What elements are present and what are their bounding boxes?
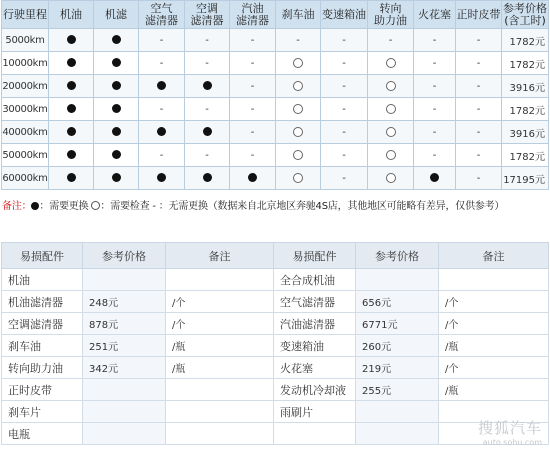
schedule-mark-cell (276, 75, 321, 98)
schedule-mark-cell (456, 167, 502, 190)
part-price-cell: 248元 (83, 291, 166, 313)
replace-dot-icon (430, 173, 439, 182)
no-change-dash-icon: - (432, 80, 437, 92)
price-cell: 1782元 (502, 29, 549, 52)
no-change-dash-icon: - (342, 34, 346, 46)
parts-header-cell: 备注 (166, 243, 274, 269)
part-note-cell: /个 (166, 313, 274, 335)
part-price-cell (83, 401, 166, 423)
schedule-mark-cell (321, 29, 368, 52)
schedule-mark-cell (139, 29, 185, 52)
schedule-header-cell: 转向 助力油 (368, 1, 414, 29)
part-name-cell: 正时皮带 (2, 379, 83, 401)
mileage-cell: 60000km (2, 167, 49, 190)
mileage-cell: 50000km (2, 144, 49, 167)
schedule-mark-cell (49, 167, 94, 190)
no-change-dash-icon: - (432, 34, 437, 46)
schedule-mark-cell (414, 98, 456, 121)
no-change-dash-icon: - (250, 80, 255, 92)
part-price-cell: 219元 (356, 357, 439, 379)
part-note-cell: /瓶 (166, 335, 274, 357)
no-change-dash-icon: - (476, 126, 481, 138)
no-change-dash-icon: - (250, 34, 255, 46)
part-name-cell: 刹车片 (2, 401, 83, 423)
part-name-cell: 空气滤清器 (274, 291, 356, 313)
replace-dot-icon (67, 150, 76, 159)
schedule-mark-cell (139, 98, 185, 121)
watermark-brand: 搜狐汽车 (477, 419, 542, 437)
part-name-cell: 机油滤清器 (2, 291, 83, 313)
no-change-dash-icon: - (205, 149, 209, 161)
replace-dot-icon (67, 35, 76, 44)
part-note-cell: /个 (439, 357, 549, 379)
replace-dot-icon (157, 173, 166, 182)
schedule-mark-cell (139, 75, 185, 98)
no-change-dash-icon: - (476, 172, 481, 184)
price-cell: 17195元 (502, 167, 549, 190)
schedule-mark-cell (94, 52, 139, 75)
note-check-text: ：需要检查 (100, 201, 150, 212)
part-note-cell (166, 379, 274, 401)
parts-row (2, 423, 549, 445)
part-note-cell: /瓶 (439, 379, 549, 401)
schedule-mark-cell (185, 75, 230, 98)
no-change-dash-icon: - (250, 57, 255, 69)
no-change-dash-icon: - (476, 80, 481, 92)
schedule-mark-cell (49, 75, 94, 98)
schedule-header-cell: 空气 滤清器 (139, 1, 185, 29)
no-change-dash-icon: - (296, 34, 300, 46)
schedule-mark-cell (456, 144, 502, 167)
schedule-mark-cell (321, 121, 368, 144)
note-rest-text: - ：无需更换（数据来自北京地区奔驰4S店，其他地区可能略有差异，仅供参考） (149, 201, 505, 212)
mileage-cell: 30000km (2, 98, 49, 121)
schedule-header-cell: 变速箱油 (321, 1, 368, 29)
check-ring-icon (293, 127, 303, 137)
part-note-cell (166, 269, 274, 291)
part-name-cell: 电瓶 (2, 423, 83, 445)
no-change-dash-icon: - (342, 126, 346, 138)
schedule-mark-cell (49, 98, 94, 121)
schedule-header-cell: 机滤 (94, 1, 139, 29)
part-price-cell: 878元 (83, 313, 166, 335)
schedule-mark-cell (414, 52, 456, 75)
no-change-dash-icon: - (388, 34, 393, 46)
part-price-cell (83, 379, 166, 401)
part-note-cell: /瓶 (166, 357, 274, 379)
replace-dot-icon (67, 81, 76, 90)
schedule-mark-cell (185, 144, 230, 167)
replace-dot-icon (248, 173, 257, 182)
schedule-mark-cell (185, 98, 230, 121)
no-change-dash-icon: - (476, 34, 481, 46)
schedule-mark-cell (414, 29, 456, 52)
schedule-mark-cell (49, 144, 94, 167)
schedule-mark-cell (94, 75, 139, 98)
part-name-cell: 转向助力油 (2, 357, 83, 379)
no-change-dash-icon: - (432, 103, 437, 115)
schedule-mark-cell (368, 121, 414, 144)
mileage-cell: 5000km (2, 29, 49, 52)
parts-row (2, 401, 549, 423)
parts-header-row (2, 243, 549, 269)
check-ring-icon (293, 58, 303, 68)
part-price-cell (356, 401, 439, 423)
schedule-mark-cell (139, 144, 185, 167)
check-ring-icon (386, 58, 396, 68)
part-name-cell (274, 423, 356, 445)
schedule-mark-cell (185, 29, 230, 52)
no-change-dash-icon: - (159, 103, 164, 115)
part-name-cell: 变速箱油 (274, 335, 356, 357)
schedule-mark-cell (230, 75, 276, 98)
parts-header-cell: 参考价格 (356, 243, 439, 269)
replace-dot-icon (203, 173, 212, 182)
parts-row (2, 269, 549, 291)
part-price-cell: 255元 (356, 379, 439, 401)
no-change-dash-icon: - (476, 57, 481, 69)
mileage-cell: 10000km (2, 52, 49, 75)
no-change-dash-icon: - (476, 103, 481, 115)
no-change-dash-icon: - (250, 149, 255, 161)
schedule-header-cell: 汽油 滤清器 (230, 1, 276, 29)
price-cell: 1782元 (502, 52, 549, 75)
part-note-cell: /个 (439, 291, 549, 313)
schedule-mark-cell (230, 98, 276, 121)
no-change-dash-icon: - (432, 149, 437, 161)
no-change-dash-icon: - (342, 57, 346, 69)
schedule-mark-cell (276, 167, 321, 190)
no-change-dash-icon: - (159, 34, 164, 46)
note-label: 备注： (2, 201, 32, 212)
parts-row (2, 379, 549, 401)
legend-note (2, 197, 504, 212)
part-price-cell (356, 423, 439, 445)
schedule-row (2, 29, 549, 52)
parts-header-cell: 易损配件 (274, 243, 356, 269)
schedule-mark-cell (276, 29, 321, 52)
schedule-mark-cell (49, 121, 94, 144)
check-ring-icon (293, 81, 303, 91)
schedule-row (2, 75, 549, 98)
part-price-cell (83, 423, 166, 445)
schedule-mark-cell (414, 167, 456, 190)
schedule-mark-cell (321, 144, 368, 167)
schedule-mark-cell (94, 167, 139, 190)
no-change-dash-icon: - (250, 126, 255, 138)
replace-dot-icon (157, 127, 166, 136)
replace-dot-icon (67, 127, 76, 136)
schedule-mark-cell (456, 75, 502, 98)
check-ring-icon (386, 150, 396, 160)
replace-dot-icon (203, 127, 212, 136)
schedule-mark-cell (368, 75, 414, 98)
no-change-dash-icon: - (205, 103, 209, 115)
check-ring-icon (293, 173, 303, 183)
replace-dot-icon (157, 81, 166, 90)
replace-dot-icon (67, 173, 76, 182)
schedule-mark-cell (321, 167, 368, 190)
schedule-row (2, 167, 549, 190)
replace-dot-icon (112, 81, 121, 90)
part-price-cell: 6771元 (356, 313, 439, 335)
schedule-row (2, 121, 549, 144)
replace-dot-icon (112, 150, 121, 159)
schedule-mark-cell (368, 52, 414, 75)
part-name-cell: 空调滤清器 (2, 313, 83, 335)
schedule-mark-cell (414, 75, 456, 98)
part-price-cell (83, 269, 166, 291)
parts-header-cell: 易损配件 (2, 243, 83, 269)
part-price-cell: 656元 (356, 291, 439, 313)
no-change-dash-icon: - (476, 149, 481, 161)
price-cell: 1782元 (502, 144, 549, 167)
no-change-dash-icon: - (250, 103, 255, 115)
schedule-header-cell: 参考价格 (含工时) (503, 1, 547, 27)
mileage-cell: 20000km (2, 75, 49, 98)
part-name-cell: 雨刷片 (274, 401, 356, 423)
part-name-cell: 发动机冷却液 (274, 379, 356, 401)
schedule-mark-cell (456, 52, 502, 75)
schedule-mark-cell (230, 167, 276, 190)
parts-row (2, 357, 549, 379)
schedule-mark-cell (94, 121, 139, 144)
part-price-cell: 260元 (356, 335, 439, 357)
schedule-mark-cell (94, 98, 139, 121)
schedule-mark-cell (185, 52, 230, 75)
schedule-mark-cell (139, 52, 185, 75)
no-change-dash-icon: - (342, 103, 346, 115)
schedule-mark-cell (94, 29, 139, 52)
no-change-dash-icon: - (205, 34, 209, 46)
no-change-dash-icon: - (432, 126, 437, 138)
sohu-auto-watermark (478, 417, 542, 447)
check-ring-icon (386, 81, 396, 91)
schedule-header-cell: 刹车油 (276, 1, 321, 29)
parts-header-cell: 参考价格 (83, 243, 166, 269)
parts-header-cell: 备注 (439, 243, 549, 269)
schedule-mark-cell (230, 144, 276, 167)
schedule-mark-cell (230, 52, 276, 75)
part-name-cell: 火花塞 (274, 357, 356, 379)
replace-dot-icon (112, 35, 121, 44)
no-change-dash-icon: - (159, 149, 164, 161)
replace-dot-icon (112, 127, 121, 136)
no-change-dash-icon: - (342, 172, 346, 184)
schedule-mark-cell (368, 29, 414, 52)
schedule-mark-cell (139, 121, 185, 144)
part-note-cell: /个 (439, 313, 549, 335)
part-price-cell: 342元 (83, 357, 166, 379)
price-cell: 3916元 (502, 121, 549, 144)
no-change-dash-icon: - (159, 57, 164, 69)
schedule-header-row (2, 1, 549, 29)
schedule-mark-cell (456, 98, 502, 121)
schedule-header-cell: 机油 (49, 1, 94, 29)
part-note-cell: /个 (166, 291, 274, 313)
no-change-dash-icon: - (342, 149, 346, 161)
schedule-header-cell: 行驶里程 (2, 1, 49, 29)
replace-dot-icon (67, 104, 76, 113)
part-note-cell (439, 269, 549, 291)
part-price-cell: 251元 (83, 335, 166, 357)
part-price-cell (356, 269, 439, 291)
schedule-mark-cell (276, 52, 321, 75)
replace-dot-icon (203, 81, 212, 90)
replace-dot-icon (112, 173, 121, 182)
price-cell: 1782元 (502, 98, 549, 121)
schedule-row (2, 52, 549, 75)
schedule-mark-cell (321, 98, 368, 121)
schedule-mark-cell (414, 144, 456, 167)
schedule-mark-cell (321, 75, 368, 98)
part-name-cell: 刹车油 (2, 335, 83, 357)
part-note-cell (166, 423, 274, 445)
part-note-cell: /瓶 (439, 335, 549, 357)
schedule-mark-cell (276, 121, 321, 144)
schedule-mark-cell (94, 144, 139, 167)
schedule-mark-cell (368, 144, 414, 167)
schedule-header-cell: 空调 滤清器 (185, 1, 230, 29)
schedule-header-cell: 正时皮带 (456, 1, 502, 29)
price-cell: 3916元 (502, 75, 549, 98)
schedule-mark-cell (321, 52, 368, 75)
schedule-mark-cell (276, 98, 321, 121)
part-name-cell: 全合成机油 (274, 269, 356, 291)
maintenance-schedule-table (1, 0, 549, 190)
schedule-row (2, 144, 549, 167)
schedule-mark-cell (276, 144, 321, 167)
part-name-cell: 汽油滤清器 (274, 313, 356, 335)
mileage-cell: 40000km (2, 121, 49, 144)
replace-dot-icon (112, 104, 121, 113)
schedule-mark-cell (49, 29, 94, 52)
schedule-header-cell: 火花塞 (414, 1, 456, 29)
schedule-mark-cell (368, 167, 414, 190)
check-ring-icon (293, 150, 303, 160)
part-note-cell (166, 401, 274, 423)
watermark-url: auto.sohu.com (482, 438, 542, 447)
schedule-mark-cell (230, 121, 276, 144)
parts-row (2, 335, 549, 357)
replace-dot-icon (112, 58, 121, 67)
parts-row (2, 291, 549, 313)
schedule-mark-cell (456, 29, 502, 52)
schedule-mark-cell (230, 29, 276, 52)
schedule-mark-cell (185, 121, 230, 144)
schedule-mark-cell (185, 167, 230, 190)
check-ring-icon (386, 127, 396, 137)
schedule-mark-cell (49, 52, 94, 75)
check-ring-icon (293, 104, 303, 114)
no-change-dash-icon: - (342, 80, 346, 92)
schedule-mark-cell (414, 121, 456, 144)
parts-row (2, 313, 549, 335)
schedule-mark-cell (456, 121, 502, 144)
no-change-dash-icon: - (432, 57, 437, 69)
schedule-mark-cell (139, 167, 185, 190)
schedule-mark-cell (368, 98, 414, 121)
part-name-cell: 机油 (2, 269, 83, 291)
check-ring-icon (386, 173, 396, 183)
no-change-dash-icon: - (205, 57, 209, 69)
parts-price-table (1, 242, 549, 445)
replace-dot-icon (67, 58, 76, 67)
check-ring-icon (386, 104, 396, 114)
schedule-row (2, 98, 549, 121)
note-replace-text: ：需要更换 (39, 201, 89, 212)
